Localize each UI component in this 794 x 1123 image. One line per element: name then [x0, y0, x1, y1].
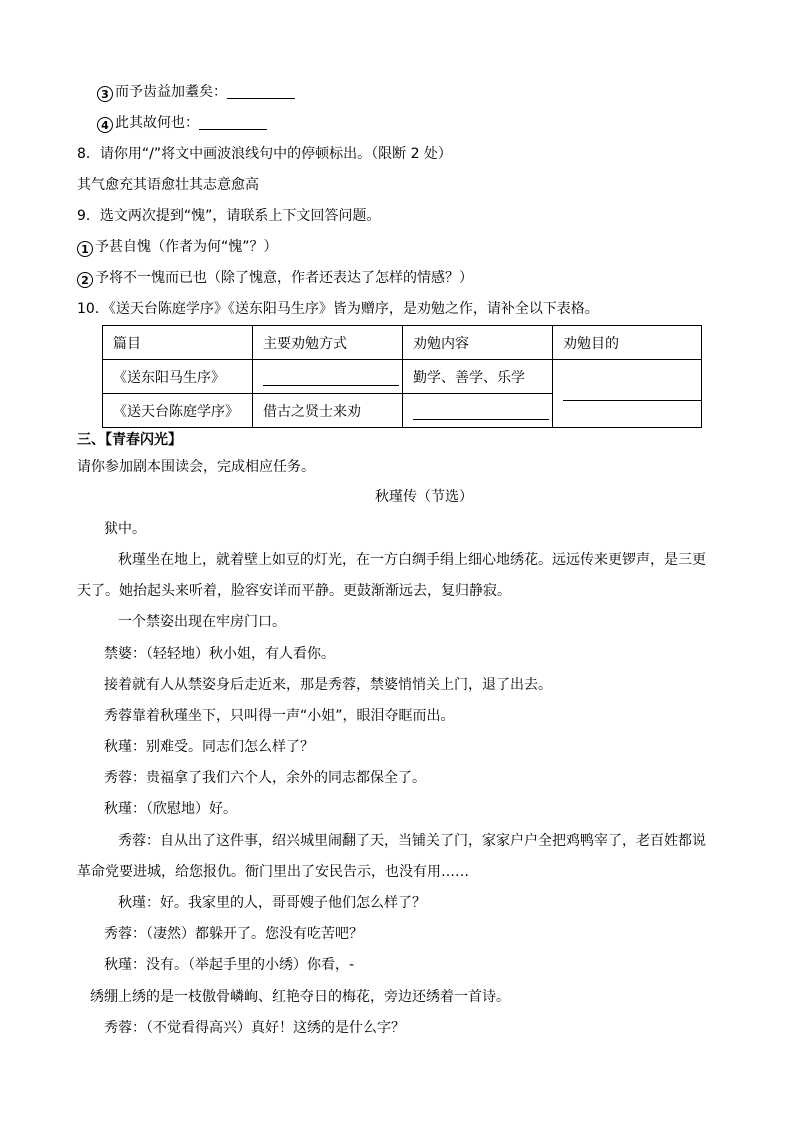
script-line: 狱中。: [104, 521, 146, 537]
section-heading: 三、【青春闪光】: [77, 432, 182, 448]
row2-method: 借古之贤士来劝: [253, 394, 403, 428]
q10-prompt: 10．《送天台陈庭学序》《送东阳马生序》皆为赠序，是劝勉之作，请补全以下表格。: [77, 301, 599, 317]
purpose-cell[interactable]: [553, 360, 702, 428]
circled-number-4: 4: [97, 117, 113, 133]
row1-title: 《送东阳马生序》: [103, 360, 253, 394]
header-purpose: 劝勉目的: [553, 326, 702, 360]
row2-title: 《送天台陈庭学序》: [103, 394, 253, 428]
q9-item-1: [77, 237, 278, 257]
answer-blank[interactable]: [227, 84, 295, 99]
q10-table: [102, 325, 702, 428]
script-line: 秀蓉：（凄然）都躲开了。您没有吃苦吧？: [104, 926, 363, 942]
purpose-answer-line[interactable]: [563, 400, 701, 401]
header-content: 劝勉内容: [403, 326, 553, 360]
script-line: 绣绷上绣的是一枝傲骨嶙峋、红艳夺日的梅花，旁边还绣着一首诗。: [90, 989, 510, 1005]
script-line: 革命党要进城，给您报仇。衙门里出了安民告示，也没有用……: [77, 864, 469, 880]
header-method: 主要劝勉方式: [253, 326, 403, 360]
circled-number-3: 3: [97, 86, 113, 102]
answer-blank[interactable]: [263, 369, 399, 386]
section-instruction: 请你参加剧本围读会，完成相应任务。: [77, 459, 315, 475]
row2-content-cell: [403, 394, 553, 428]
q9-item-2: [77, 268, 473, 288]
q8-prompt: 8．请你用“/”将文中画波浪线句中的停顿标出。（限断 2 处）: [77, 146, 452, 162]
script-line: 一个禁姿出现在牢房门口。: [118, 614, 286, 630]
table-row: [103, 360, 702, 394]
q7-item-4-text: 此其故何也：: [115, 115, 199, 131]
script-line: 秋瑾坐在地上，就着壁上如豆的灯光，在一方白绸手绢上细心地绣花。远远传来更锣声，是三更: [118, 552, 706, 568]
q7-item-4: [97, 113, 267, 133]
circled-number-2: 2: [77, 272, 93, 288]
script-line: 接着就有人从禁姿身后走近来，那是秀蓉，禁婆悄悄关上门，退了出去。: [104, 677, 552, 693]
script-line: 秀蓉靠着秋瑾坐下，只叫得一声“小姐”，眼泪夺眶而出。: [104, 708, 455, 724]
header-title: 篇目: [103, 326, 253, 360]
row1-content: 勤学、善学、乐学: [403, 360, 553, 394]
circled-number-1: 1: [77, 241, 93, 257]
script-line: 秀蓉：自从出了这件事，绍兴城里闹翻了天，当铺关了门，家家户户全把鸡鸭宰了，老百姓都说: [118, 833, 706, 849]
answer-blank[interactable]: [413, 403, 549, 420]
script-line: 禁婆：（轻轻地）秋小姐，有人看你。: [104, 646, 335, 662]
answer-blank[interactable]: [199, 115, 267, 130]
script-line: 秋瑾：（欣慰地）好。: [104, 801, 237, 817]
table-header-row: [103, 326, 702, 360]
q7-item-3: [97, 82, 295, 102]
q7-item-3-text: 而予齿益加耋矣：: [115, 84, 227, 100]
script-line: 秀蓉：（不觉看得高兴）真好！这绣的是什么字？: [104, 1020, 405, 1036]
q9-item-2-text: 予将不一愧而已也（除了愧意，作者还表达了怎样的情感？）: [95, 270, 473, 286]
script-line: 秋瑾：好。我家里的人，哥哥嫂子他们怎么样了？: [118, 895, 426, 911]
q9-prompt: 9．选文两次提到“愧”，请联系上下文回答问题。: [77, 208, 381, 224]
script-line: 秋瑾：没有。（举起手里的小绣）你看，-: [104, 957, 355, 973]
q9-item-1-text: 予甚自愧（作者为何“愧”？）: [95, 239, 278, 255]
script-line: 天了。她抬起头来听着，脸容安详而平静。更鼓渐渐远去，复归静寂。: [77, 583, 511, 599]
script-line: 秀蓉：贵福拿了我们六个人，余外的同志都保全了。: [104, 770, 426, 786]
q8-sentence: 其气愈充其语愈壮其志意愈高: [77, 177, 259, 193]
row1-method-cell: [253, 360, 403, 394]
play-title: 秋瑾传（节选）: [375, 489, 473, 505]
script-line: 秋瑾：别难受。同志们怎么样了？: [104, 739, 314, 755]
